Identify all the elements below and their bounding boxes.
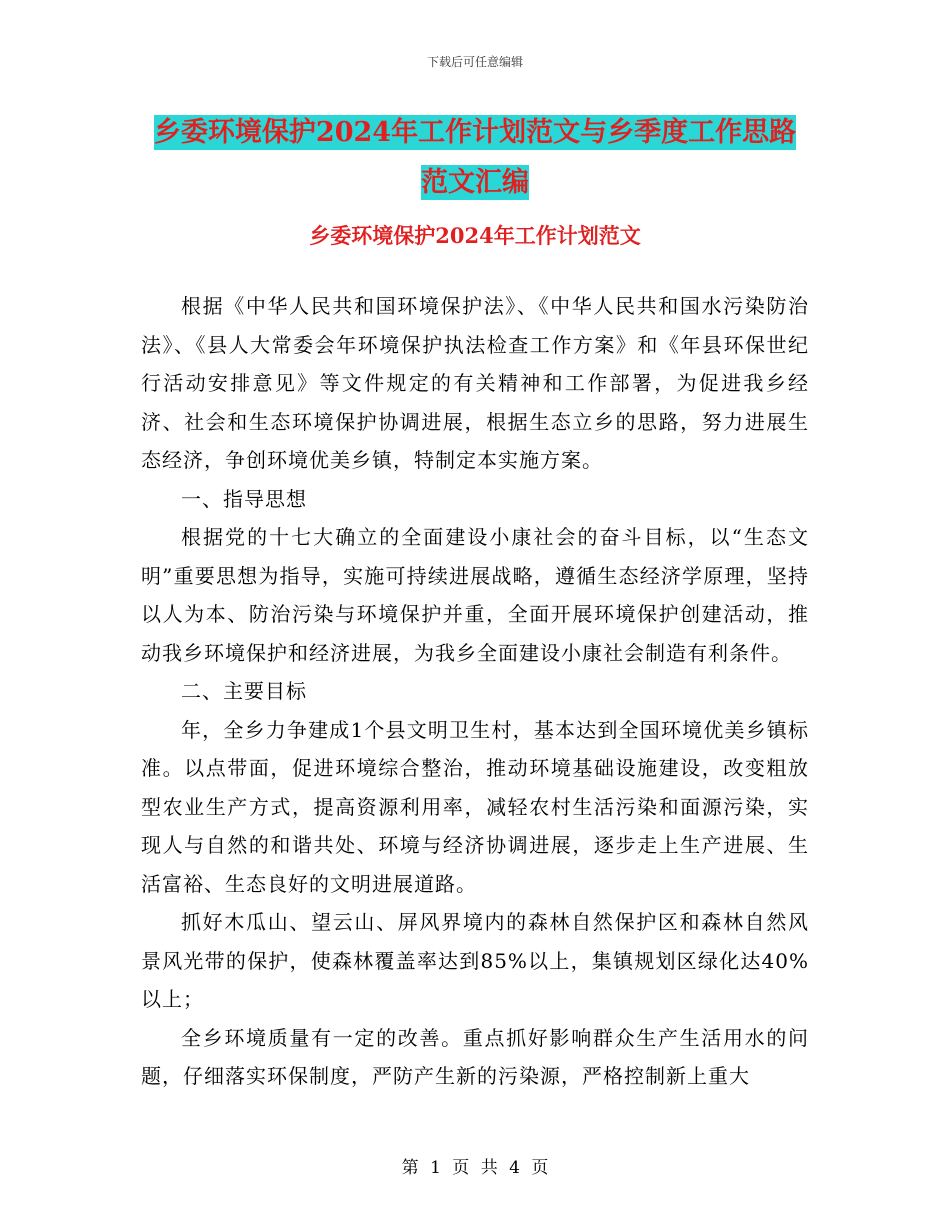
page-footer: 第 1 页 共 4 页 bbox=[401, 1158, 549, 1178]
paragraph-intro: 根据《中华人民共和国环境保护法》、《中华人民共和国水污染防治法》、《县人大常委会年环境保护执法检查工作方案》和《年县环保世纪行活动安排意见》等文件规定的有关精神和工作部署，为促进我乡经济、社会和生态环境保护协调进展，根据生态立乡的思路，努力进展生态经济，争创环境优美乡镇，特制定本实施方案。 bbox=[141, 294, 809, 472]
document-title bbox=[0, 108, 950, 208]
document-title-line-1: 乡委环境保护2024年工作计划范文与乡季度工作思路 bbox=[153, 117, 797, 148]
paragraph-environment-quality: 全乡环境质量有一定的改善。重点抓好影响群众生产生活用水的问题，仔细落实环保制度，严防产生新的污染源，严格控制新上重大 bbox=[141, 1025, 809, 1088]
body-text bbox=[141, 287, 809, 1096]
paragraph-forest-protection: 抓好木瓜山、望云山、屏风界境内的森林自然保护区和森林自然风景风光带的保护，使森林覆盖率达到85%以上，集镇规划区绿化达40%以上； bbox=[141, 910, 809, 1011]
header-note: 下载后可任意编辑 bbox=[426, 55, 523, 69]
document-title-line-2: 范文汇编 bbox=[421, 167, 529, 198]
heading-guiding-ideology: 一、指导思想 bbox=[181, 486, 307, 511]
section-title: 乡委环境保护2024年工作计划范文 bbox=[309, 223, 641, 248]
paragraph-guiding-ideology: 根据党的十七大确立的全面建设小康社会的奋斗目标，以“生态文明”重要思想为指导，实施可持续进展战略，遵循生态经济学原理，坚持以人为本、防治污染与环境保护并重，全面开展环境保护创建活动，推动我乡环境保护和经济进展，为我乡全面建设小康社会制造有利条件。 bbox=[141, 525, 809, 665]
paragraph-main-goals: 年，全乡力争建成1个县文明卫生村，基本达到全国环境优美乡镇标准。以点带面，促进环境综合整治，推动环境基础设施建设，改变粗放型农业生产方式，提高资源利用率，减轻农村生活污染和面源污染，实现人与自然的和谐共处、环境与经济协调进展，逐步走上生产进展、生活富裕、生态良好的文明进展道路。 bbox=[141, 717, 809, 896]
heading-main-goals: 二、主要目标 bbox=[181, 679, 307, 703]
